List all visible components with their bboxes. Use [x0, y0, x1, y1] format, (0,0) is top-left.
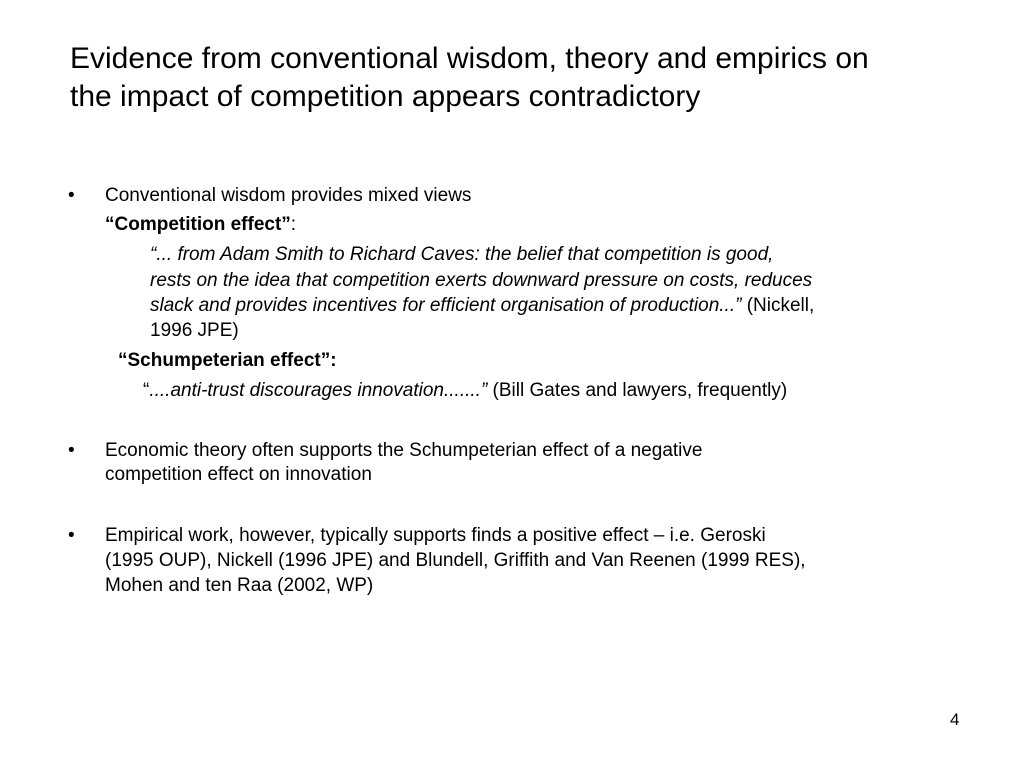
competition-effect-heading — [105, 213, 296, 237]
slide-title-line-1: Evidence from conventional wisdom, theory and empirics on — [70, 42, 869, 75]
competition-effect-label: “Competition effect” — [105, 214, 291, 235]
bullet-2-marker: • — [68, 440, 75, 461]
quote-1-line-3 — [150, 294, 814, 318]
bullet-3-marker: • — [68, 525, 75, 546]
quote-1-line-3-quote: slack and provides incentives for efficient organisation of production...” — [150, 295, 742, 316]
quote-1-source: (Nickell, — [741, 295, 815, 316]
bullet-1-text: Conventional wisdom provides mixed views — [105, 185, 472, 206]
quote-1-line-4: 1996 JPE) — [150, 320, 239, 341]
quote-2-quote: ....anti-trust discourages innovation.......” — [149, 380, 488, 401]
quote-2-source: (Bill Gates and lawyers, frequently) — [487, 380, 788, 401]
slide-title-line-2: the impact of competition appears contradictory — [70, 80, 701, 113]
quote-1-line-2: rests on the idea that competition exerts downward pressure on costs, reduces — [150, 270, 813, 291]
bullet-1-marker: • — [68, 185, 75, 206]
bullet-3-line-3: Mohen and ten Raa (2002, WP) — [105, 575, 374, 596]
schumpeterian-effect-heading: “Schumpeterian effect”: — [118, 350, 337, 371]
bullet-2-line-1: Economic theory often supports the Schumpeterian effect of a negative — [105, 440, 703, 461]
bullet-3-line-2: (1995 OUP), Nickell (1996 JPE) and Blundell, Griffith and Van Reenen (1999 RES), — [105, 550, 806, 571]
quote-1-line-1: “... from Adam Smith to Richard Caves: the belief that competition is good, — [150, 244, 774, 265]
quote-2-line — [143, 379, 787, 403]
bullet-2-line-2: competition effect on innovation — [105, 464, 372, 485]
competition-effect-colon: : — [290, 214, 297, 235]
bullet-3-line-1: Empirical work, however, typically supports finds a positive effect – i.e. Geroski — [105, 525, 766, 546]
page-number: 4 — [950, 710, 960, 729]
quote-2-open-mark: “ — [143, 380, 150, 401]
